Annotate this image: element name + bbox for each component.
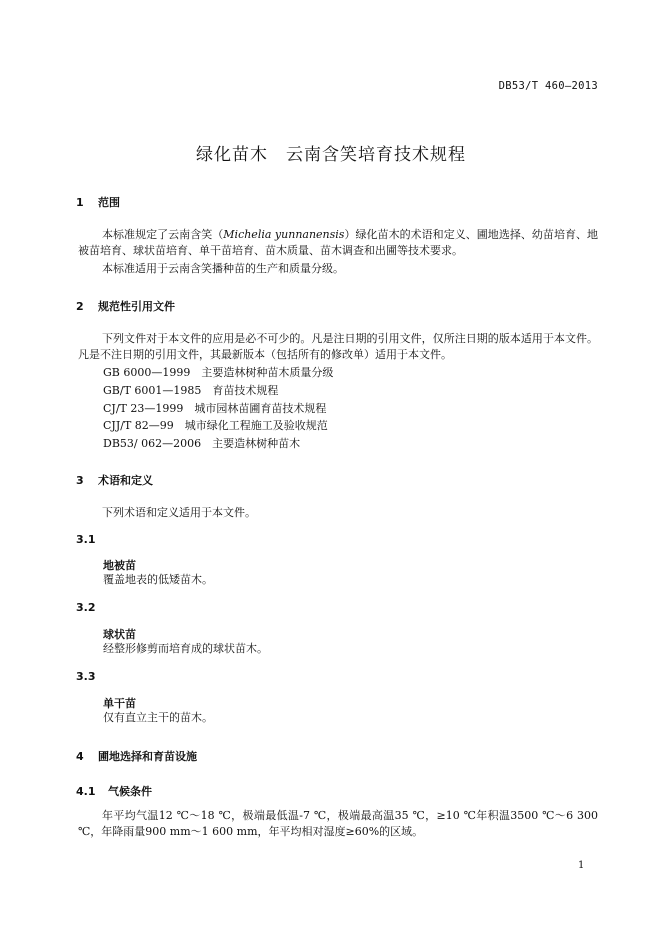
- latin-name: Michelia yunnanensis: [223, 228, 345, 241]
- subsection-4-1-text: 年平均气温12 ℃～18 ℃，极端最低温-7 ℃，极端最高温35 ℃，≥10 ℃年积温3500 ℃～6 300 ℃，年降雨量900 mm～1 600 mm，年平均相对湿度≥60%的区域。: [78, 809, 598, 838]
- section-1-heading: [76, 194, 120, 210]
- term-definition: 经整形修剪而培育成的球状苗木。: [103, 642, 268, 655]
- document-title: [0, 140, 662, 165]
- section-1-paragraph-1: [78, 227, 598, 259]
- title-part-2: 云南含笑培育技术规程: [286, 145, 466, 165]
- section-2-heading: [76, 298, 175, 314]
- reference-item: GB 6000—1999 主要造林树种苗木质量分级: [103, 366, 334, 379]
- text-run: 本标准规定了云南含笑（: [102, 228, 224, 241]
- term-name: 球状苗: [103, 628, 136, 641]
- title-part-1: 绿化苗木: [196, 145, 268, 165]
- term-number: 3.3: [76, 670, 96, 683]
- section-number: 3: [76, 474, 84, 487]
- term-definition: 覆盖地表的低矮苗木。: [103, 573, 213, 586]
- section-number: 2: [76, 300, 84, 313]
- section-1-paragraph-2: 本标准适用于云南含笑播种苗的生产和质量分级。: [102, 262, 344, 275]
- section-title: 圃地选择和育苗设施: [98, 750, 197, 763]
- section-number: 4: [76, 750, 84, 763]
- section-2-intro: 下列文件对于本文件的应用是必不可少的。凡是注日期的引用文件，仅所注日期的版本适用于本文件。凡是不注日期的引用文件，其最新版本（包括所有的修改单）适用于本文件。: [78, 332, 598, 361]
- standard-code: DB53/T 460—2013: [498, 80, 598, 92]
- section-3-heading: [76, 472, 153, 488]
- section-3-intro: 下列术语和定义适用于本文件。: [102, 506, 256, 519]
- section-number: 1: [76, 196, 84, 209]
- text-run: ）绿化苗木的术语和定义、圃地选择、幼苗培育、地被苗培育、球状苗培育、单干苗培育、苗木质量、苗木调查和出圃等技术要求。: [78, 228, 599, 257]
- term-name: 地被苗: [103, 559, 136, 572]
- reference-item: GB/T 6001—1985 育苗技术规程: [103, 384, 279, 397]
- subsection-number: 4.1: [76, 785, 96, 798]
- subsection-4-1-heading: [76, 783, 152, 799]
- page-number: 1: [578, 860, 585, 871]
- section-title: 规范性引用文件: [98, 300, 175, 313]
- term-name: 单干苗: [103, 697, 136, 710]
- subsection-title: 气候条件: [108, 785, 152, 798]
- reference-item: DB53/ 062—2006 主要造林树种苗木: [103, 437, 301, 450]
- reference-item: CJ/T 23—1999 城市园林苗圃育苗技术规程: [103, 402, 327, 415]
- section-4-heading: [76, 748, 197, 764]
- section-title: 术语和定义: [98, 474, 153, 487]
- term-number: 3.1: [76, 533, 96, 546]
- section-title: 范围: [98, 196, 120, 209]
- term-number: 3.2: [76, 601, 96, 614]
- term-definition: 仅有直立主干的苗木。: [103, 711, 213, 724]
- reference-item: CJJ/T 82—99 城市绿化工程施工及验收规范: [103, 419, 328, 432]
